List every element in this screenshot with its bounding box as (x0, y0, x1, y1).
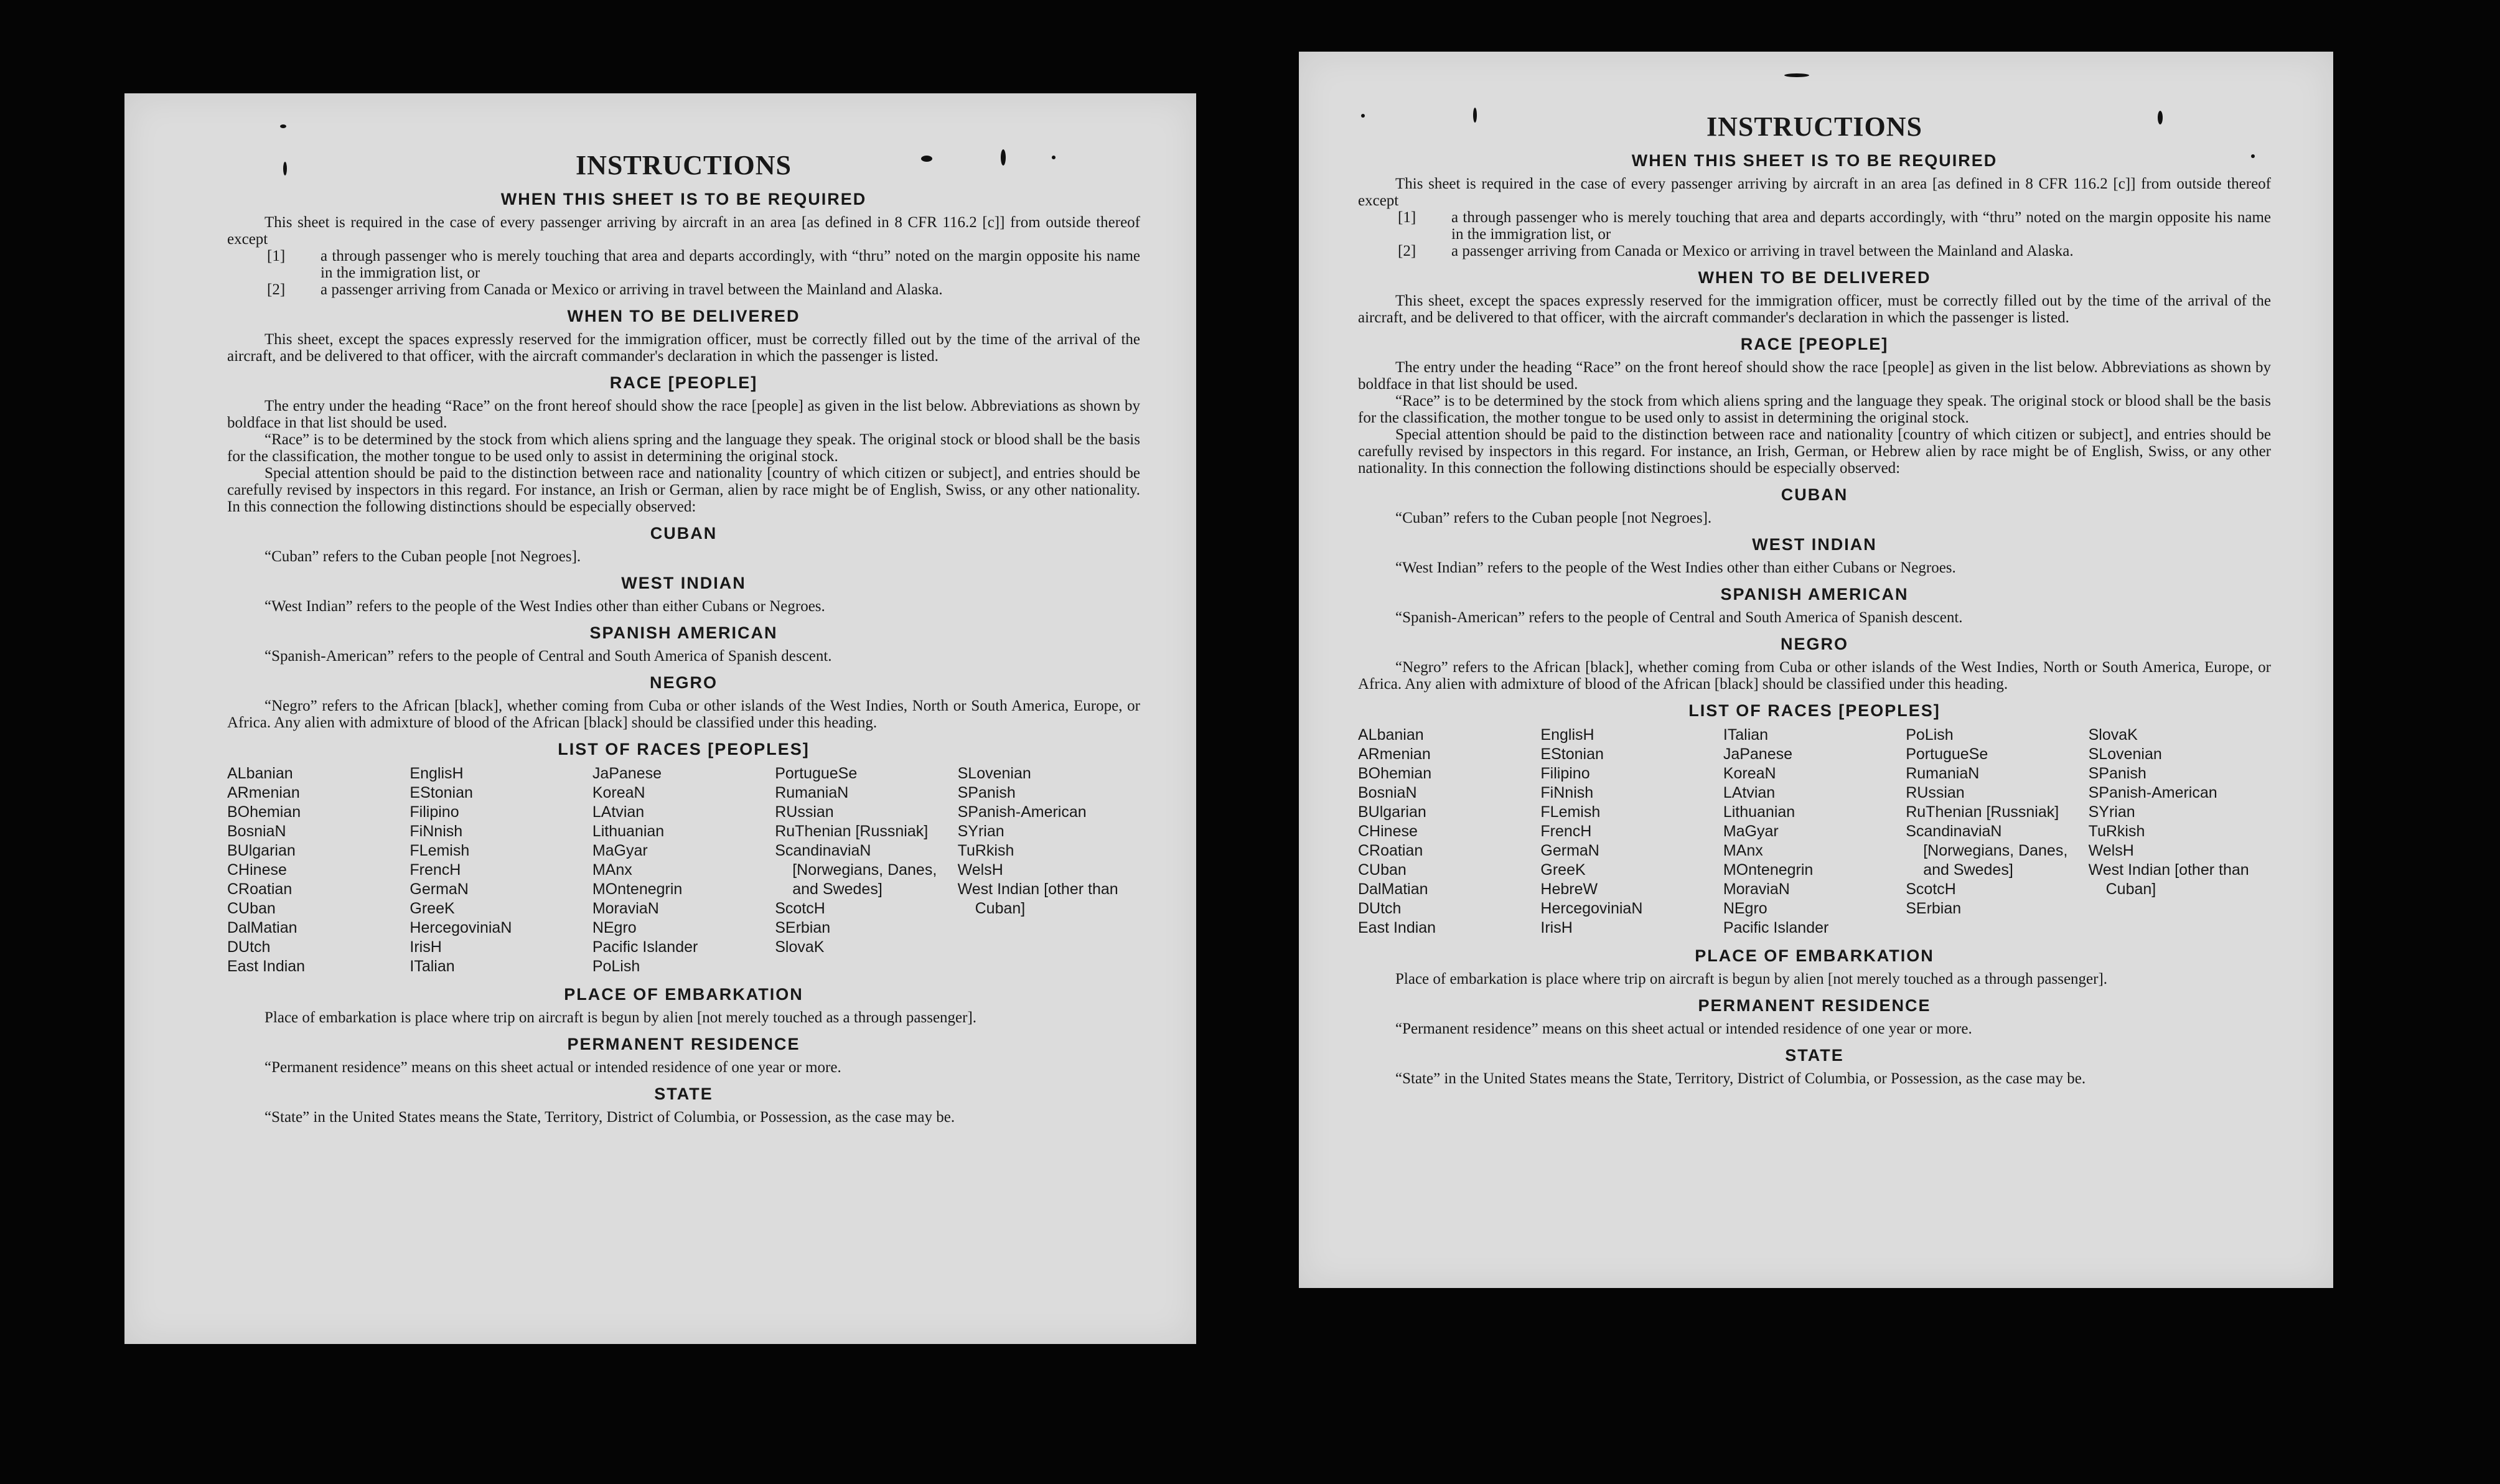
paragraph-negro: “Negro” refers to the African [black], whether coming from Cuba or other islands of the West Indies, North or South America, Europe, or Africa. Any alien with admixture of blood of the African [black] should be classified under this heading. (227, 698, 1140, 731)
race-entry: EnglisH (410, 765, 464, 782)
races-column (1358, 726, 1540, 938)
exception-text: a through passenger who is merely touching that area and departs accordingly, with “thru” noted on the margin opposite his name in the immigration list, or (1451, 209, 2271, 243)
heading-when-required: WHEN THIS SHEET IS TO BE REQUIRED (1631, 151, 1998, 170)
ink-speck (1784, 73, 1809, 77)
race-entry: HebreW (1540, 880, 1598, 898)
race-entry: SPanish-American (957, 803, 1087, 821)
races-column (775, 764, 957, 976)
race-entry: MoraviaN (1723, 880, 1790, 898)
ink-speck (1361, 114, 1365, 118)
race-entry: RUssian (1906, 784, 1965, 801)
race-entry: ARmenian (1358, 745, 1431, 763)
race-entry: FLemish (1540, 803, 1601, 821)
heading-when-delivered: WHEN TO BE DELIVERED (1698, 268, 1931, 287)
race-entry: GermaN (1540, 842, 1599, 859)
races-list (227, 764, 1140, 976)
paragraph-race-2: “Race” is to be determined by the stock from which aliens spring and the language they speak. The original stock or blood shall be the basis for the classification, the mother tongue to be used only to assist in determining the original stock. (227, 431, 1140, 465)
race-entry: LAtvian (1723, 784, 1776, 801)
races-column (1906, 726, 2088, 938)
race-entry: East Indian (1358, 919, 1436, 936)
exception-list (267, 248, 1140, 298)
race-entry: PoLish (592, 958, 640, 975)
race-entry: WelsH (957, 861, 1003, 879)
race-entry: IrisH (410, 938, 442, 956)
paragraph-west-indian: “West Indian” refers to the people of the West Indies other than either Cubans or Negroes. (1395, 559, 1956, 576)
exception-text: a through passenger who is merely touching that area and departs accordingly, with “thru” noted on the margin opposite his name in the immigration list, or (321, 248, 1140, 281)
race-entry: ARmenian (227, 784, 300, 801)
race-entry: SYrian (957, 823, 1004, 840)
heading-cuban: CUBAN (650, 524, 718, 543)
race-entry: FLemish (410, 842, 470, 859)
race-entry: GermaN (410, 880, 469, 898)
heading-list-of-races: LIST OF RACES [PEOPLES] (1688, 701, 1941, 720)
exception-number: [1] (267, 248, 286, 264)
race-entry: FrencH (1540, 823, 1592, 840)
paragraph-embarkation: Place of embarkation is place where trip on aircraft is begun by alien [not merely touched as a through passenger]. (265, 1009, 977, 1026)
document-page-left (124, 93, 1196, 1344)
race-entry: West Indian [other than Cuban] (2088, 861, 2249, 898)
race-entry: PortugueSe (1906, 745, 1988, 763)
race-entry: TuRkish (2088, 823, 2145, 840)
race-entry: BUlgarian (227, 842, 296, 859)
race-entry: RUssian (775, 803, 834, 821)
paragraph-spanish-american: “Spanish-American” refers to the people of Central and South America of Spanish descent. (265, 648, 832, 665)
paragraph-state: “State” in the United States means the State, Territory, District of Columbia, or Possession, as the case may be. (265, 1109, 955, 1126)
race-entry: CRoatian (1358, 842, 1423, 859)
heading-residence: PERMANENT RESIDENCE (1698, 996, 1931, 1015)
race-entry: BOhemian (1358, 765, 1432, 782)
paragraph-race-1: The entry under the heading “Race” on the front hereof should show the race [people] as given in the list below. Abbreviations as shown by boldface in that list should be used. (227, 398, 1140, 431)
race-entry: EStonian (1540, 745, 1604, 763)
races-column (958, 764, 1140, 976)
race-entry: ScotcH (1906, 880, 1956, 898)
race-entry: HercegoviniaN (1540, 900, 1643, 917)
race-entry: CRoatian (227, 880, 293, 898)
race-entry: RumaniaN (775, 784, 849, 801)
race-entry: SLovenian (2088, 745, 2162, 763)
heading-state: STATE (654, 1085, 713, 1103)
race-entry: BosniaN (227, 823, 286, 840)
race-entry: JaPanese (592, 765, 662, 782)
page-title: INSTRUCTIONS (576, 150, 792, 180)
race-entry: PortugueSe (775, 765, 858, 782)
race-entry: SLovenian (957, 765, 1031, 782)
race-entry: SPanish (2088, 765, 2147, 782)
race-entry: ScotcH (775, 900, 825, 917)
races-column (227, 764, 410, 976)
race-entry: SErbian (775, 919, 831, 936)
paragraph-race-1: The entry under the heading “Race” on the front hereof should show the race [people] as given in the list below. Abbreviations as shown by boldface in that list should be used. (1358, 359, 2271, 393)
race-entry: ScandinaviaN [Norwegians, Danes, and Swedes] (1906, 823, 2068, 879)
race-entry: EStonian (410, 784, 473, 801)
paragraph-negro: “Negro” refers to the African [black], whether coming from Cuba or other islands of the West Indies, North or South America, Europe, or Africa. Any alien with admixture of blood of the African [black] should be classified under this heading. (1358, 659, 2271, 693)
race-entry: DUtch (1358, 900, 1402, 917)
heading-spanish-american: SPANISH AMERICAN (589, 623, 778, 642)
race-entry: SlovaK (2088, 726, 2138, 744)
ink-speck (283, 162, 287, 175)
race-entry: NEgro (592, 919, 637, 936)
race-entry: GreeK (1540, 861, 1586, 879)
heading-negro: NEGRO (1780, 635, 1848, 653)
paragraph-residence: “Permanent residence” means on this sheet actual or intended residence of one year or more. (265, 1059, 841, 1076)
heading-race: RACE [PEOPLE] (1740, 335, 1889, 353)
paragraph-cuban: “Cuban” refers to the Cuban people [not Negroes]. (1395, 510, 1712, 526)
paragraph-embarkation: Place of embarkation is place where trip on aircraft is begun by alien [not merely touched as a through passenger]. (1395, 971, 2108, 987)
race-entry: RumaniaN (1906, 765, 1980, 782)
races-column (2089, 726, 2271, 938)
race-entry: BUlgarian (1358, 803, 1426, 821)
race-entry: CUban (227, 900, 276, 917)
paragraph-delivered: This sheet, except the spaces expressly reserved for the immigration officer, must be correctly filled out by the time of the arrival of the aircraft, and be delivered to that officer, with the aircraft commander's declaration in which the passenger is listed. (1358, 292, 2271, 326)
exception-number: [2] (1398, 243, 1416, 259)
race-entry: JaPanese (1723, 745, 1793, 763)
paragraph-race-2: “Race” is to be determined by the stock from which aliens spring and the language they speak. The original stock or blood shall be the basis for the classification, the mother tongue to be used only to assist in determining the original stock. (1358, 393, 2271, 426)
race-entry: MaGyar (592, 842, 648, 859)
paragraph-cuban: “Cuban” refers to the Cuban people [not Negroes]. (265, 548, 581, 565)
exception-item-1 (267, 248, 1140, 281)
ink-speck (2158, 111, 2163, 124)
heading-embarkation: PLACE OF EMBARKATION (564, 985, 803, 1004)
paragraph-spanish-american: “Spanish-American” refers to the people of Central and South America of Spanish descent. (1395, 609, 1963, 626)
race-entry: EnglisH (1540, 726, 1594, 744)
race-entry: KoreaN (1723, 765, 1776, 782)
race-entry: RuThenian [Russniak] (1906, 803, 2059, 821)
race-entry: DUtch (227, 938, 271, 956)
document-page-right (1299, 52, 2333, 1288)
exception-text: a passenger arriving from Canada or Mexico or arriving in travel between the Mainland and Alaska. (321, 281, 943, 298)
race-entry: CHinese (1358, 823, 1418, 840)
paragraph-state: “State” in the United States means the State, Territory, District of Columbia, or Possession, as the case may be. (1395, 1070, 2086, 1087)
race-entry: ITalian (1723, 726, 1769, 744)
race-entry: SPanish-American (2088, 784, 2217, 801)
ink-speck (1473, 108, 1477, 123)
race-entry: RuThenian [Russniak] (775, 823, 929, 840)
race-entry: Filipino (1540, 765, 1590, 782)
heading-when-required: WHEN THIS SHEET IS TO BE REQUIRED (500, 190, 867, 208)
race-entry: CUban (1358, 861, 1407, 879)
heading-negro: NEGRO (649, 673, 718, 692)
exception-item-2 (1398, 243, 2271, 259)
race-entry: ALbanian (1358, 726, 1424, 744)
race-entry: SPanish (957, 784, 1016, 801)
ink-speck (280, 124, 286, 128)
race-entry: BosniaN (1358, 784, 1417, 801)
race-entry: East Indian (227, 958, 306, 975)
heading-west-indian: WEST INDIAN (621, 574, 746, 592)
race-entry: MOntenegrin (592, 880, 683, 898)
race-entry: LAtvian (592, 803, 645, 821)
race-entry: MOntenegrin (1723, 861, 1814, 879)
paragraph-delivered: This sheet, except the spaces expressly reserved for the immigration officer, must be correctly filled out by the time of the arrival of the aircraft, and be delivered to that officer, with the aircraft commander's declaration in which the passenger is listed. (227, 331, 1140, 365)
paragraph-required: This sheet is required in the case of every passenger arriving by aircraft in an area [as defined in 8 CFR 116.2 [c]] from outside thereof except (227, 214, 1140, 248)
race-entry: DalMatian (1358, 880, 1428, 898)
heading-cuban: CUBAN (1781, 485, 1848, 504)
exception-list (1398, 209, 2271, 259)
paragraph-residence: “Permanent residence” means on this sheet actual or intended residence of one year or more. (1395, 1020, 1972, 1037)
race-entry: TuRkish (957, 842, 1014, 859)
paragraph-required: This sheet is required in the case of every passenger arriving by aircraft in an area [as defined in 8 CFR 116.2 [c]] from outside thereof except (1358, 175, 2271, 209)
paragraph-race-3: Special attention should be paid to the distinction between race and nationality [country of which citizen or subject], and entries should be carefully revised by inspectors in this regard. For instance, an Irish, German, or Hebrew alien by race might be of English, Swiss, or any other nationality. In this connection the following distinctions should be especially observed: (1358, 426, 2271, 477)
race-entry: MAnx (592, 861, 632, 879)
race-entry: BOhemian (227, 803, 301, 821)
page-title: INSTRUCTIONS (1706, 111, 1922, 142)
race-entry: PoLish (1906, 726, 1954, 744)
races-column (1723, 726, 1906, 938)
race-entry: NEgro (1723, 900, 1767, 917)
races-list (1358, 726, 2271, 938)
race-entry: FrencH (410, 861, 461, 879)
race-entry: FiNnish (1540, 784, 1594, 801)
race-entry: MaGyar (1723, 823, 1779, 840)
race-entry: GreeK (410, 900, 455, 917)
race-entry: West Indian [other than Cuban] (957, 880, 1118, 917)
heading-west-indian: WEST INDIAN (1752, 535, 1877, 554)
exception-number: [1] (1398, 209, 1416, 226)
race-entry: Pacific Islander (1723, 919, 1829, 936)
exception-item-2 (267, 281, 1140, 298)
races-column (410, 764, 592, 976)
race-entry: CHinese (227, 861, 287, 879)
exception-item-1 (1398, 209, 2271, 243)
heading-list-of-races: LIST OF RACES [PEOPLES] (558, 740, 810, 758)
exception-number: [2] (267, 281, 286, 298)
race-entry: IrisH (1540, 919, 1573, 936)
races-column (592, 764, 775, 976)
race-entry: Lithuanian (592, 823, 665, 840)
race-entry: HercegoviniaN (410, 919, 512, 936)
race-entry: ITalian (410, 958, 455, 975)
ink-speck (2251, 154, 2255, 158)
race-entry: MAnx (1723, 842, 1763, 859)
heading-spanish-american: SPANISH AMERICAN (1720, 585, 1909, 604)
heading-embarkation: PLACE OF EMBARKATION (1695, 946, 1934, 965)
races-column (1540, 726, 1723, 938)
ink-speck (921, 156, 932, 162)
race-entry: MoraviaN (592, 900, 659, 917)
race-entry: Filipino (410, 803, 459, 821)
race-entry: SlovaK (775, 938, 825, 956)
race-entry: Lithuanian (1723, 803, 1795, 821)
exception-text: a passenger arriving from Canada or Mexico or arriving in travel between the Mainland and Alaska. (1451, 243, 2074, 259)
race-entry: Pacific Islander (592, 938, 698, 956)
paragraph-west-indian: “West Indian” refers to the people of the West Indies other than either Cubans or Negroes. (265, 598, 825, 615)
race-entry: KoreaN (592, 784, 645, 801)
ink-speck (1052, 156, 1056, 159)
race-entry: DalMatian (227, 919, 297, 936)
race-entry: SYrian (2088, 803, 2135, 821)
heading-when-delivered: WHEN TO BE DELIVERED (567, 307, 800, 325)
race-entry: SErbian (1906, 900, 1962, 917)
heading-race: RACE [PEOPLE] (609, 373, 758, 392)
race-entry: FiNnish (410, 823, 463, 840)
heading-residence: PERMANENT RESIDENCE (567, 1035, 800, 1053)
heading-state: STATE (1785, 1046, 1844, 1065)
race-entry: ALbanian (227, 765, 293, 782)
race-entry: WelsH (2088, 842, 2134, 859)
race-entry: ScandinaviaN [Norwegians, Danes, and Swedes] (775, 842, 937, 898)
ink-speck (1001, 149, 1006, 166)
paragraph-race-3: Special attention should be paid to the distinction between race and nationality [country of which citizen or subject], and entries should be carefully revised by inspectors in this regard. For instance, an Irish or German, alien by race might be of English, Swiss, or any other nationality. In this connection the following distinctions should be especially observed: (227, 465, 1140, 515)
